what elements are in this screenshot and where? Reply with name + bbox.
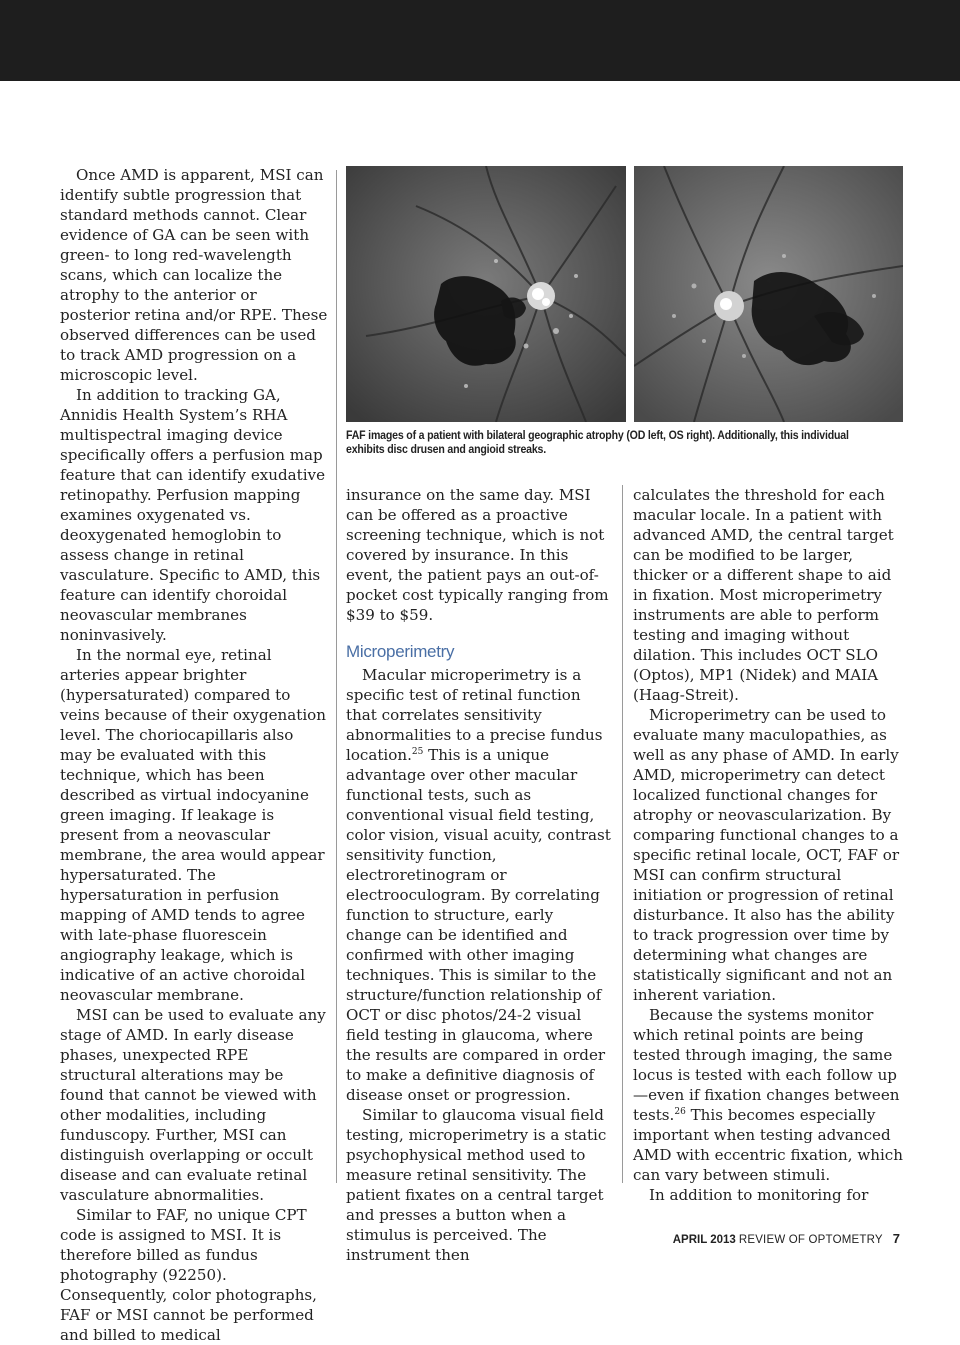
article-column-3 [633, 485, 905, 1205]
paragraph: calculates the threshold for each macular locale. In a patient with advanced AMD, the central target can be modified to be larger, thicker or a different shape to aid in fixation. Most microperimetry instruments are able to perform testing and imaging without dilation. This includes OCT SLO (Optos), MP1 (Nidek) and MAIA (Haag-Streit). [633, 486, 894, 704]
reference-number: 26 [674, 1107, 686, 1117]
reference-number: 25 [411, 747, 424, 757]
top-header-bar [0, 0, 960, 81]
article-column-2 [346, 485, 611, 1265]
section-heading-microperimetry: Microperimetry [346, 642, 455, 661]
paragraph: Similar to glaucoma visual field testing, microperimetry is a static psychophysical method used to measure retinal sensitivity. The patient fixates on a central target and presses a button when a stimulus is perceived. The instrument then [346, 1106, 607, 1264]
paragraph: insurance on the same day. MSI can be offered as a proactive screening technique, which is not covered by insurance. In this event, the patient pays an out-of-pocket cost typically ranging from $39 to $59. [346, 486, 609, 624]
paragraph: In addition to tracking GA, Annidis Health System’s RHA multispectral imaging device specifically offers a perfusion map feature that can identify exudative retinopathy. Perfusion mapping examines oxygenated vs. deoxygenated hemoglobin to assess change in retinal vasculature. Specific to AMD, this feature can identify choroidal neovascular membranes noninvasively. [60, 386, 325, 644]
paragraph [346, 665, 611, 1105]
text-run: Because the systems monitor which retinal points are being tested through imaging, the same locus is tested with each follow up—even if fixation changes between tests. [633, 1006, 900, 1124]
text-run: Macular microperimetry is a specific test of retinal function that correlates sensitivity abnormalities to a precise fundus location. [346, 666, 603, 764]
footer-magazine-name: REVIEW OF OPTOMETRY [738, 1234, 883, 1246]
column-divider [336, 170, 337, 1183]
paragraph [633, 1005, 905, 1185]
paragraph: In addition to monitoring for [649, 1186, 869, 1204]
figure-caption: FAF images of a patient with bilateral geographic atrophy (OD left, OS right). Additionally, this individual exhibits disc drusen and angioid streaks. [346, 430, 849, 456]
footer-issue-date: APRIL 2013 [672, 1234, 736, 1246]
text-run: This becomes especially important when testing advanced AMD with eccentric fixation, which can vary between stimuli. [633, 1106, 903, 1184]
page-number: 7 [892, 1231, 900, 1246]
paragraph: Once AMD is apparent, MSI can identify subtle progression that standard methods cannot. Clear evidence of GA can be seen with green- to long red-wavelength scans, which can localize the atrophy to the anterior or posterior retina and/or RPE. These observed differences can be used to track AMD progression on a microscopic level. [60, 166, 328, 384]
column-divider [622, 485, 623, 1183]
faf-image-os-right-eye [634, 166, 903, 422]
paragraph: Similar to FAF, no unique CPT code is assigned to MSI. It is therefore billed as fundus photography (92250). Consequently, color photographs, FAF or MSI cannot be performed and billed to medical [60, 1206, 317, 1344]
article-column-1 [60, 165, 328, 1345]
paragraph: Microperimetry can be used to evaluate many maculopathies, as well as any phase of AMD. In early AMD, microperimetry can detect localized functional changes for atrophy or neovascularization. By comparing functional changes to a specific retinal locale, OCT, FAF or MSI can confirm structural initiation or progression of retinal disturbance. It also has the ability to track progression over time by determining what changes are statistically significant and not an inherent variation. [633, 706, 900, 1004]
page-footer [673, 1231, 900, 1246]
paragraph: In the normal eye, retinal arteries appear brighter (hypersaturated) compared to veins because of their oxygenation level. The choriocapillaris also may be evaluated with this technique, which has been described as virtual indocyanine green imaging. If leakage is present from a neovascular membrane, the area would appear hypersaturated. The hypersaturation in perfusion mapping of AMD tends to agree with late-phase fluorescein angiography leakage, which is indicative of an active choroidal neovascular membrane. [60, 646, 326, 1004]
text-run: This is a unique advantage over other macular functional tests, such as conventional visual field testing, color vision, visual acuity, contrast sensitivity function, electroretinogram or electrooculogram. By correlating function to structure, early change can be identified and confirmed with other imaging techniques. This is similar to the structure/function relationship of OCT or disc photos/24-2 visual field testing in glaucoma, where the results are compared in order to make a definitive diagnosis of disease onset or progression. [346, 746, 611, 1104]
faf-image-od-left-eye [346, 166, 626, 422]
paragraph: MSI can be used to evaluate any stage of AMD. In early disease phases, unexpected RPE structural alterations may be found that cannot be viewed with other modalities, including funduscopy. Further, MSI can distinguish overlapping or occult disease and can evaluate retinal vasculature abnormalities. [60, 1006, 326, 1204]
